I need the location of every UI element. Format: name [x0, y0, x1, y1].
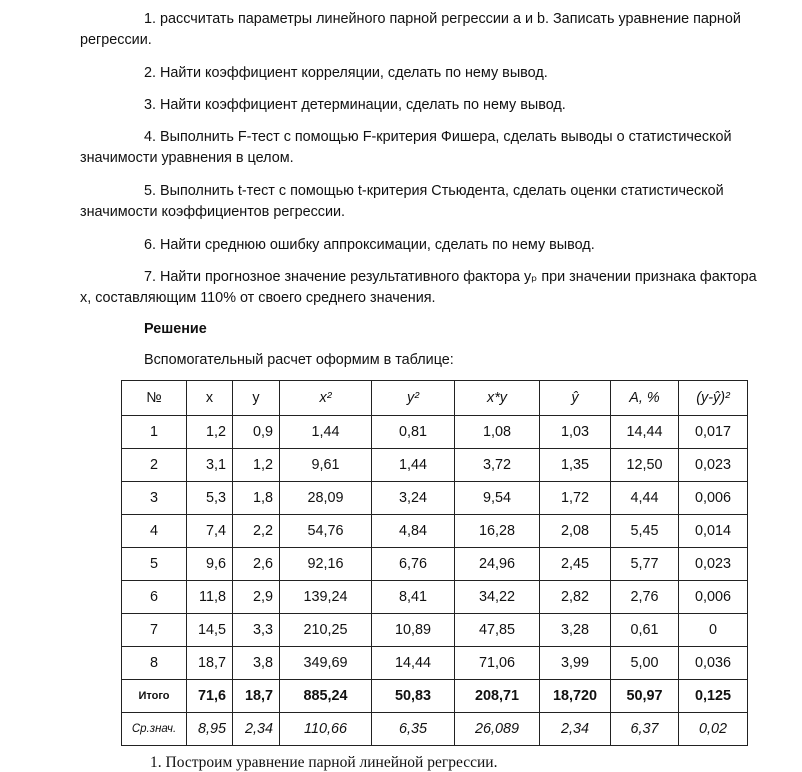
cell: 3,1	[187, 449, 233, 482]
cell: 14,5	[187, 614, 233, 647]
solution-heading: Решение	[144, 321, 207, 337]
cell: 2,2	[233, 515, 280, 548]
cell: 1,2	[187, 416, 233, 449]
cell: 71,06	[455, 647, 540, 680]
cell: Ср.знач.	[122, 713, 187, 746]
task-2: 2. Найти коэффициент корреляции, сделать по нему вывод.	[144, 65, 548, 81]
table-row	[122, 647, 748, 680]
cell: 1,35	[540, 449, 611, 482]
header-number: №	[122, 381, 187, 416]
cell: 5	[122, 548, 187, 581]
cell: 0,017	[679, 416, 748, 449]
cell: 71,6	[187, 680, 233, 713]
cell: 110,66	[280, 713, 372, 746]
header-approximation-error: A, %	[611, 381, 679, 416]
header-x-squared: x²	[280, 381, 372, 416]
header-squared-residual: (y-ŷ)²	[679, 381, 748, 416]
cell: 11,8	[187, 581, 233, 614]
total-row	[122, 680, 748, 713]
cell: 14,44	[372, 647, 455, 680]
cell: 3,99	[540, 647, 611, 680]
cell: 2	[122, 449, 187, 482]
cell: 0,014	[679, 515, 748, 548]
cell: 54,76	[280, 515, 372, 548]
cell: 2,82	[540, 581, 611, 614]
header-y-hat: ŷ	[540, 381, 611, 416]
cell: 8,95	[187, 713, 233, 746]
table-row	[122, 482, 748, 515]
cell: 5,00	[611, 647, 679, 680]
table-row	[122, 614, 748, 647]
cell: 26,089	[455, 713, 540, 746]
cell: 0,006	[679, 581, 748, 614]
cell: 1,08	[455, 416, 540, 449]
cell: 0	[679, 614, 748, 647]
cell: 3,24	[372, 482, 455, 515]
cell: 1,44	[372, 449, 455, 482]
cell: 1,03	[540, 416, 611, 449]
cell: 0,61	[611, 614, 679, 647]
cell: 24,96	[455, 548, 540, 581]
task-4: 4. Выполнить F-тест с помощью F-критерия Фишера, сделать выводы о статистической значимости уравнения в целом.	[80, 129, 732, 166]
cell: 7	[122, 614, 187, 647]
cell: 34,22	[455, 581, 540, 614]
cell: 10,89	[372, 614, 455, 647]
cell: 28,09	[280, 482, 372, 515]
cell: 18,7	[187, 647, 233, 680]
task-3: 3. Найти коэффициент детерминации, сделать по нему вывод.	[144, 97, 566, 113]
cell: 8	[122, 647, 187, 680]
cell: 9,54	[455, 482, 540, 515]
task-1: 1. рассчитать параметры линейного парной регрессии a и b. Записать уравнение парной регрессии.	[80, 11, 741, 48]
cell: 2,45	[540, 548, 611, 581]
cell: 0,81	[372, 416, 455, 449]
cell: 2,9	[233, 581, 280, 614]
cell: 0,006	[679, 482, 748, 515]
cell: 18,7	[233, 680, 280, 713]
cell: 0,023	[679, 449, 748, 482]
header-y-squared: y²	[372, 381, 455, 416]
cell: 208,71	[455, 680, 540, 713]
cell: Итого	[122, 680, 187, 713]
cell: 50,83	[372, 680, 455, 713]
table-row	[122, 449, 748, 482]
cell: 2,08	[540, 515, 611, 548]
cell: 1,2	[233, 449, 280, 482]
cell: 14,44	[611, 416, 679, 449]
table-row	[122, 548, 748, 581]
table-row	[122, 581, 748, 614]
average-row	[122, 713, 748, 746]
cell: 8,41	[372, 581, 455, 614]
cell: 3,72	[455, 449, 540, 482]
cell: 16,28	[455, 515, 540, 548]
cell: 0,9	[233, 416, 280, 449]
header-y: y	[233, 381, 280, 416]
cell: 349,69	[280, 647, 372, 680]
cell: 6,35	[372, 713, 455, 746]
cell: 47,85	[455, 614, 540, 647]
task-7: 7. Найти прогнозное значение результативного фактора yₚ при значении признака фактора x, составляющим 110% от своего среднего значения.	[80, 269, 757, 306]
cell: 9,6	[187, 548, 233, 581]
cell: 12,50	[611, 449, 679, 482]
cell: 2,6	[233, 548, 280, 581]
cell: 2,34	[540, 713, 611, 746]
cell: 0,036	[679, 647, 748, 680]
cell: 3	[122, 482, 187, 515]
cell: 0,125	[679, 680, 748, 713]
cell: 3,28	[540, 614, 611, 647]
header-xy: x*y	[455, 381, 540, 416]
cell: 0,02	[679, 713, 748, 746]
table-header-row	[122, 381, 748, 416]
cell: 4,44	[611, 482, 679, 515]
table-row	[122, 515, 748, 548]
cell: 1,72	[540, 482, 611, 515]
cell: 139,24	[280, 581, 372, 614]
cell: 3,8	[233, 647, 280, 680]
cell: 6,76	[372, 548, 455, 581]
footer-text: 1. Построим уравнение парной линейной регрессии.	[150, 754, 498, 771]
cell: 1,8	[233, 482, 280, 515]
cell: 0,023	[679, 548, 748, 581]
cell: 18,720	[540, 680, 611, 713]
calculation-table	[121, 380, 748, 746]
cell: 4,84	[372, 515, 455, 548]
task-6: 6. Найти среднюю ошибку аппроксимации, сделать по нему вывод.	[144, 237, 595, 253]
cell: 5,77	[611, 548, 679, 581]
header-x: x	[187, 381, 233, 416]
task-5: 5. Выполнить t-тест с помощью t-критерия Стьюдента, сделать оценки статистической значимости коэффициентов регрессии.	[80, 183, 724, 220]
table-row	[122, 416, 748, 449]
cell: 5,45	[611, 515, 679, 548]
cell: 5,3	[187, 482, 233, 515]
table-intro: Вспомогательный расчет оформим в таблице:	[144, 352, 454, 368]
cell: 2,76	[611, 581, 679, 614]
cell: 3,3	[233, 614, 280, 647]
cell: 6	[122, 581, 187, 614]
cell: 885,24	[280, 680, 372, 713]
cell: 1	[122, 416, 187, 449]
cell: 2,34	[233, 713, 280, 746]
cell: 9,61	[280, 449, 372, 482]
cell: 7,4	[187, 515, 233, 548]
table-body	[122, 416, 748, 680]
cell: 6,37	[611, 713, 679, 746]
cell: 4	[122, 515, 187, 548]
cell: 92,16	[280, 548, 372, 581]
cell: 1,44	[280, 416, 372, 449]
cell: 50,97	[611, 680, 679, 713]
cell: 210,25	[280, 614, 372, 647]
